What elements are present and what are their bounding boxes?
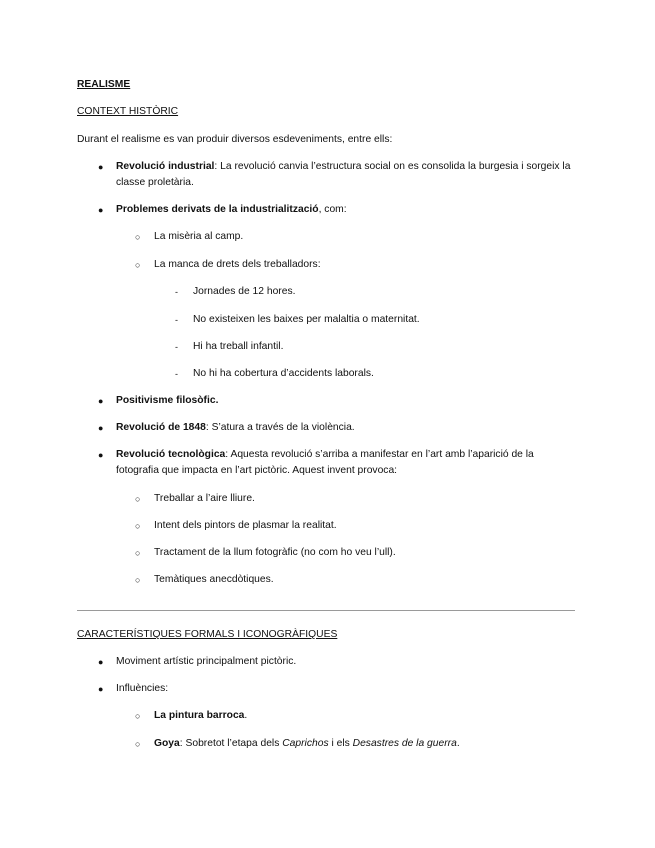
horizontal-rule	[77, 610, 575, 611]
circle-bullet-icon: ○	[135, 711, 141, 721]
disc-bullet-icon: ●	[98, 450, 104, 460]
list-item: Positivisme filosòfic.	[116, 395, 219, 406]
disc-bullet-icon: ●	[98, 684, 104, 694]
circle-bullet-icon: ○	[135, 521, 141, 531]
disc-bullet-icon: ●	[98, 162, 104, 172]
circle-bullet-icon: ○	[135, 575, 141, 585]
disc-bullet-icon: ●	[98, 423, 104, 433]
sub-list-item: Temàtiques anecdòtiques.	[154, 574, 274, 585]
disc-bullet-icon: ●	[98, 396, 104, 406]
sub-list-item: Intent dels pintors de plasmar la realitat.	[154, 520, 337, 531]
section-heading-context: CONTEXT HISTÒRIC	[77, 106, 179, 117]
sub-list-item: Tractament de la llum fotogràfic (no com ho veu l’ull).	[154, 547, 396, 558]
dash-bullet-icon: -	[175, 342, 178, 352]
disc-bullet-icon: ●	[98, 657, 104, 667]
circle-bullet-icon: ○	[135, 548, 141, 558]
sub-list-item: Goya: Sobretot l’etapa dels Caprichos i els Desastres de la guerra.	[154, 738, 460, 749]
intro-paragraph: Durant el realisme es van produir diversos esdeveniments, entre ells:	[77, 134, 393, 145]
sub-sub-list-item: Hi ha treball infantil.	[193, 341, 284, 352]
sub-list-item: Treballar a l’aire lliure.	[154, 493, 255, 504]
list-item: Moviment artístic principalment pictòric.	[116, 656, 297, 667]
sub-list-item: La pintura barroca.	[154, 710, 248, 721]
list-item: Revolució tecnològica: Aquesta revolució s’arriba a manifestar en l’art amb l’aparició de la	[116, 449, 534, 460]
circle-bullet-icon: ○	[135, 260, 141, 270]
dash-bullet-icon: -	[175, 315, 178, 325]
dash-bullet-icon: -	[175, 287, 178, 297]
section-heading-characteristics: CARACTERÍSTIQUES FORMALS I ICONOGRÀFIQUES	[77, 629, 338, 640]
circle-bullet-icon: ○	[135, 232, 141, 242]
list-item-continued: fotografia que impacta en l’art pictòric. Aquest invent provoca:	[116, 465, 398, 476]
list-item: Problemes derivats de la industrialització, com:	[116, 204, 347, 215]
document-title: REALISME	[77, 79, 131, 90]
dash-bullet-icon: -	[175, 369, 178, 379]
list-item: Revolució de 1848: S’atura a través de la violència.	[116, 422, 355, 433]
disc-bullet-icon: ●	[98, 205, 104, 215]
sub-sub-list-item: No hi ha cobertura d’accidents laborals.	[193, 368, 374, 379]
circle-bullet-icon: ○	[135, 494, 141, 504]
circle-bullet-icon: ○	[135, 739, 141, 749]
sub-sub-list-item: No existeixen les baixes per malaltia o maternitat.	[193, 314, 420, 325]
list-item: Influències:	[116, 683, 169, 694]
sub-sub-list-item: Jornades de 12 hores.	[193, 286, 296, 297]
list-item-continued: classe proletària.	[116, 177, 194, 188]
list-item: Revolució industrial: La revolució canvia l’estructura social on es consolida la burgesia i sorgeix la	[116, 161, 571, 172]
sub-list-item: La manca de drets dels treballadors:	[154, 259, 321, 270]
sub-list-item: La misèria al camp.	[154, 231, 244, 242]
